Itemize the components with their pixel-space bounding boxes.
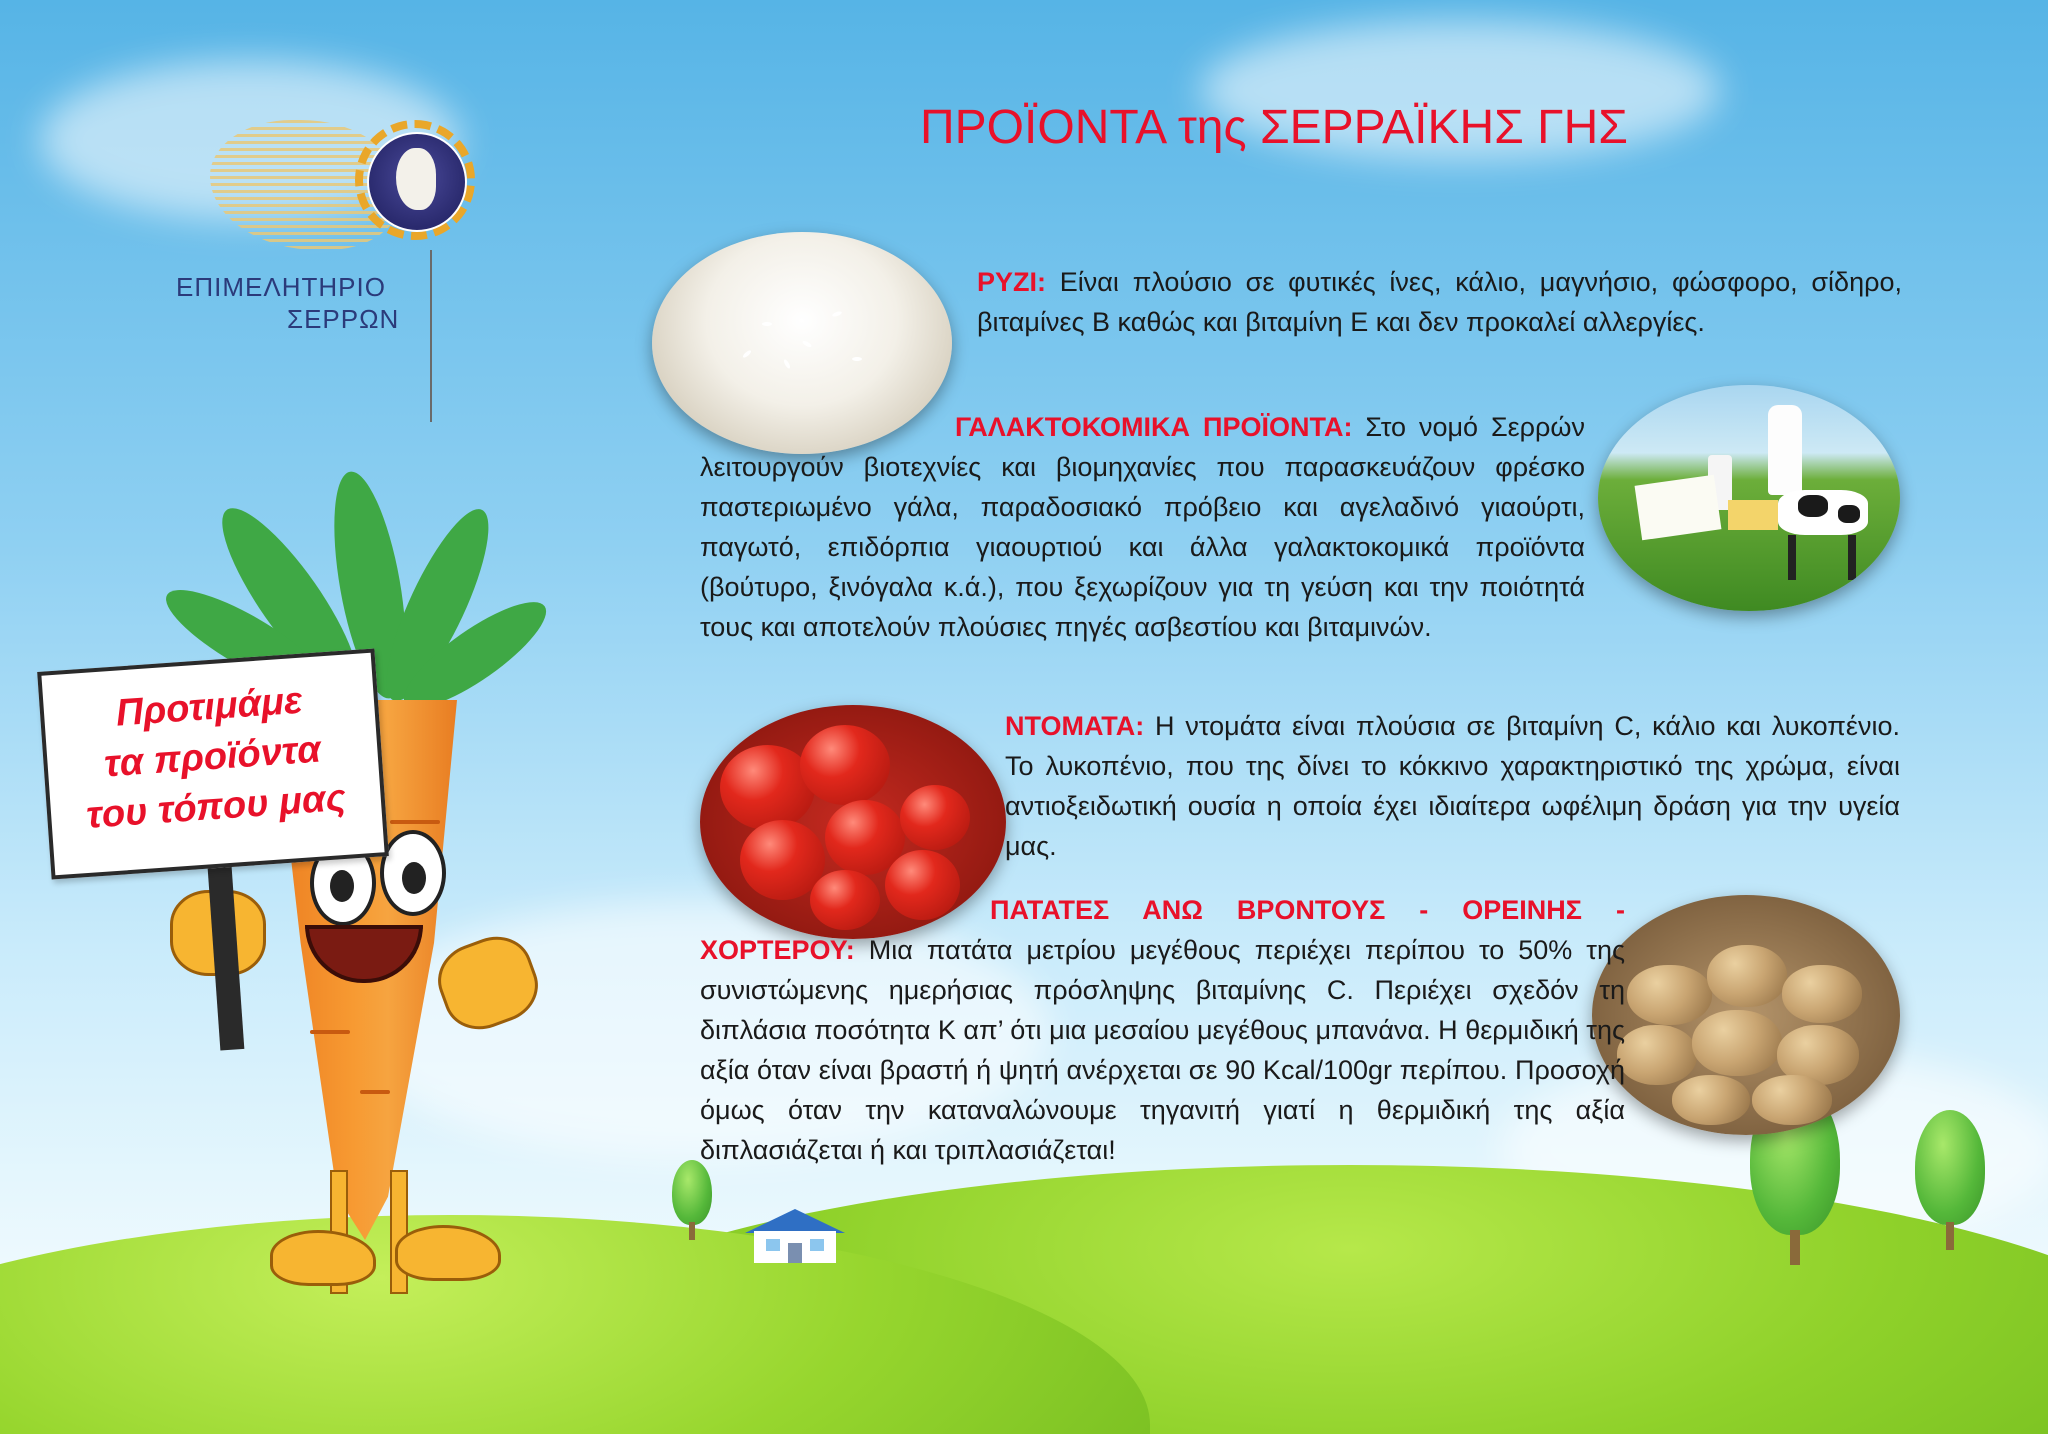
rice-section xyxy=(977,262,1902,342)
page-title: ΠΡΟΪΟΝΤΑ της ΣΕΡΡΑΪΚΗΣ ΓΗΣ xyxy=(920,101,1628,154)
dairy-label: ΓΑΛΑΚΤΟΚΟΜΙΚΑ ΠΡΟΪΟΝΤΑ: xyxy=(955,412,1353,442)
tree-icon xyxy=(672,1160,712,1240)
dairy-text: Στο νομό Σερρών λειτουργούν βιοτεχνίες και βιομηχανίες που παρασκευάζουν φρέσκο παστεριωμένο γάλα, παραδοσιακό πρόβειο και αγελαδινό γιαούρτι, παγωτό, επιδόρπια γιαουρτιού και άλλα γαλακτοκομικά προϊόντα (βούτυρο, ξινόγαλα κ.ά.), που ξεχωρίζουν για τη γεύση και την ποιότητά τους και αποτελούν πλούσιες πηγές ασβεστίου και βιταμινών. xyxy=(700,412,1585,642)
logo-divider xyxy=(430,250,432,422)
potato-label: ΠΑΤΑΤΕΣ ΑΝΩ ΒΡΟΝΤΟΥΣ - ΟΡΕΙΝΗΣ - ΧΟΡΤΕΡΟΥ: xyxy=(700,895,1625,965)
dairy-photo xyxy=(1598,385,1900,611)
tree-icon xyxy=(1915,1110,1985,1250)
sign-line3: του τόπου μας xyxy=(84,776,348,837)
profile-face-icon xyxy=(396,148,436,210)
right-hand-icon xyxy=(428,926,548,1040)
potato-section xyxy=(700,890,1625,1170)
logo-name-line2: ΣΕΡΡΩΝ xyxy=(287,304,400,334)
chamber-logo xyxy=(170,100,530,430)
left-shoe-icon xyxy=(270,1230,376,1286)
sign-board xyxy=(37,648,389,879)
tomato-section xyxy=(1005,706,1900,866)
tomato-label: ΝΤΟΜΑΤΑ: xyxy=(1005,711,1145,741)
right-shoe-icon xyxy=(395,1225,501,1281)
rice-text: Είναι πλούσιο σε φυτικές ίνες, κάλιο, μαγνήσιο, φώσφορο, σίδηρο, βιταμίνες Β καθώς και βιταμίνη Ε και δεν προκαλεί αλλεργίες. xyxy=(977,267,1902,337)
sign-line2: τα προϊόντα xyxy=(102,728,323,786)
dairy-section xyxy=(700,407,1585,647)
rice-label: ΡΥΖΙ: xyxy=(977,267,1047,297)
logo-name-line1: ΕΠΙΜΕΛΗΤΗΡΙΟ xyxy=(176,272,386,302)
tomato-text: Η ντομάτα είναι πλούσια σε βιταμίνη C, κάλιο και λυκοπένιο. Το λυκοπένιο, που της δίνει το κόκκινο χαρακτηριστικό της χρώμα, είναι αντιοξειδωτική ουσία η οποία έχει ιδιαίτερα ωφέλιμη δράση για την υγεία μας. xyxy=(1005,711,1900,861)
potato-text: Μια πατάτα μετρίου μεγέθους περιέχει περίπου το 50% της συνιστώμενης ημερήσιας πρόσληψης βιταμίνης C. Περιέχει σχεδόν τη διπλάσια ποσότητα Κ απ’ ότι μια μεσαίου μεγέθους μπανάνα. Η θερμιδική της αξία όταν είναι βραστή ή ψητή ανέρχεται σε 90 Kcal/100gr περίπου. Προσοχή όμως όταν την καταναλώνουμε τηγανιτή γιατί η θερμιδική της αξία διπλασιάζεται ή και τριπλασιάζεται! xyxy=(700,935,1625,1165)
house-icon xyxy=(740,1205,850,1265)
sign-line1: Προτιμάμε xyxy=(114,679,304,735)
potato-photo xyxy=(1592,895,1900,1135)
